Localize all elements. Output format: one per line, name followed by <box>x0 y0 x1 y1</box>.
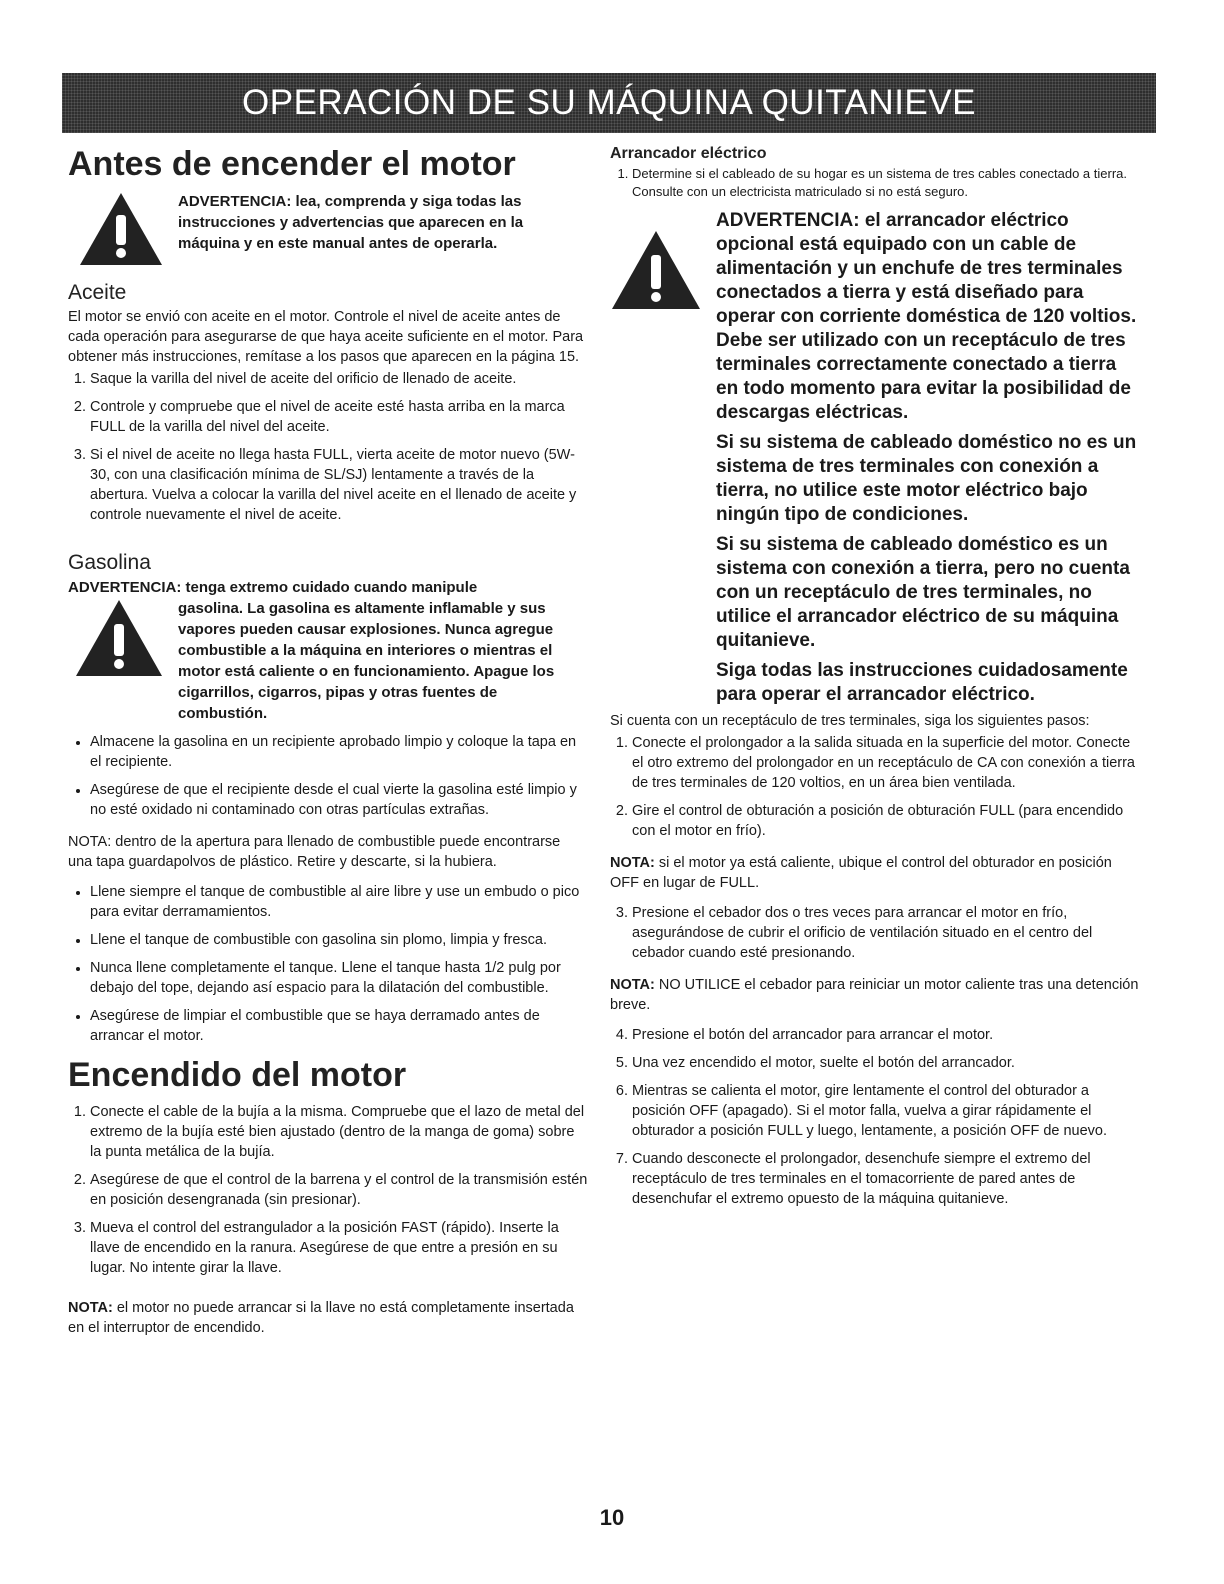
warning-triangle-icon <box>74 598 164 678</box>
list-item: 3. Presione el cebador dos o tres veces para arrancar el motor en frío, asegurándose de cubrir el orificio de ventilación situado en el centro del cebador cuando esté presionando. <box>632 903 1140 963</box>
elec-step-1 <box>610 165 1140 201</box>
list-item: 7. Cuando desconecte el prolongador, desenchufe siempre el extremo del receptáculo de tres terminales en el tomacorriente de pared antes de desenchufar el extremo opuesto de la máquina quitanieve. <box>632 1149 1140 1209</box>
elec-warning-text: ADVERTENCIA: el arrancador eléctrico opcional está equipado con un cable de alimentación y un enchufe de tres terminales conectados a tierra y está diseñado para operar con corriente doméstica de 120 voltios. Debe ser utilizado con un receptáculo de tres terminales correctamente conectado a tierra en todo momento para evitar la posibilidad de descargas eléctricas. <box>716 210 1137 423</box>
gas-bullets-1 <box>68 732 588 820</box>
oil-intro: El motor se envió con aceite en el motor. Controle el nivel de aceite antes de cada operación para asegurarse de que haya aceite suficiente en el motor. Para obtener más instrucciones, remítase a los pasos que aparecen en la página 15. <box>68 309 584 365</box>
warning-triangle-icon <box>610 229 702 311</box>
list-item: 6. Mientras se calienta el motor, gire lentamente el control del obturador a posición OFF (apagado). Si el motor falla, vuelva a girar rápidamente el obturador a posición FULL y luego, lentamente, a posición OFF de nuevo. <box>632 1081 1140 1141</box>
elec-steps-a <box>610 733 1140 841</box>
list-item: • Nunca llene completamente el tanque. Llene el tanque hasta 1/2 pulg por debajo del tope, dejando así espacio para la dilatación del combustible. <box>90 958 588 998</box>
list-item: 1. Conecte el prolongador a la salida situada en la superficie del motor. Conecte el otro extremo del prolongador en un receptáculo de CA con conexión a tierra de tres terminales de 120 voltios, en un área bien ventilada. <box>632 733 1140 793</box>
list-item: 5. Una vez encendido el motor, suelte el botón del arrancador. <box>632 1053 1140 1073</box>
left-column <box>68 145 588 1348</box>
list-item: 3. Si el nivel de aceite no llega hasta FULL, vierta aceite de motor nuevo (5W-30, con una clasificación mínima de SL/SJ) lentamente a través de la abertura. Vuelva a colocar la varilla del nivel aceite en el llenado de aceite y controle nuevamente el nivel de aceite. <box>90 445 588 525</box>
note-text: el motor no puede arrancar si la llave no está completamente insertada en el interruptor de encendido. <box>68 1300 574 1336</box>
list-item: 1. Determine si el cableado de su hogar es un sistema de tres cables conectado a tierra. Consulte con un electricista matriculado si no está seguro. <box>632 165 1140 201</box>
list-item: 2. Asegúrese de que el control de la barrena y el control de la transmisión estén en posición desengranada (sin presionar). <box>90 1170 588 1210</box>
elec-note-1 <box>610 853 1140 893</box>
gas-bullets-2 <box>68 882 588 1046</box>
heading-before-start: Antes de encender el motor <box>68 145 516 183</box>
list-item: • Llene siempre el tanque de combustible al aire libre y use un embudo o pico para evitar derramamientos. <box>90 882 588 922</box>
gas-warning-lead: ADVERTENCIA: tenga extremo cuidado cuando manipule <box>68 579 478 596</box>
gas-note: NOTA: dentro de la apertura para llenado de combustible puede encontrarse una tapa guardapolvos de plástico. Retire y descarte, si la hubiera. <box>68 834 561 870</box>
list-item: 2. Controle y compruebe que el nivel de aceite esté hasta arriba en la marca FULL de la varilla del nivel del aceite. <box>90 397 588 437</box>
list-item: 4. Presione el botón del arrancador para arrancar el motor. <box>632 1025 1140 1045</box>
note-label: NOTA: <box>610 855 655 871</box>
warning-block-electric <box>610 209 1140 707</box>
elec-warning-text-3: Si su sistema de cableado doméstico es un sistema con conexión a tierra, pero no cuenta con un receptáculo de tres terminales, no utilice el arrancador eléctrico de su máquina quitanieve. <box>716 534 1130 651</box>
heading-electric-starter: Arrancador eléctrico <box>610 145 767 162</box>
list-item: 2. Gire el control de obturación a posición de obturación FULL (para encendido con el motor en frío). <box>632 801 1140 841</box>
list-item: 1. Conecte el cable de la bujía a la misma. Compruebe que el lazo de metal del extremo de la bujía esté bien ajustado (dentro de la manga de goma) sobre la punta metálica de la bujía. <box>90 1102 588 1162</box>
start-steps <box>68 1102 588 1278</box>
oil-steps <box>68 369 588 525</box>
list-item: • Almacene la gasolina en un recipiente aprobado limpio y coloque la tapa en el recipiente. <box>90 732 588 772</box>
heading-oil: Aceite <box>68 281 127 304</box>
banner-title: OPERACIÓN DE SU MÁQUINA QUITANIEVE <box>242 83 976 122</box>
elec-warning-text-2: Si su sistema de cableado doméstico no es un sistema de tres terminales con conexión a tierra, no utilice este motor eléctrico bajo ningún tipo de condiciones. <box>716 432 1137 525</box>
elec-step-3 <box>610 903 1140 963</box>
list-item: • Asegúrese de limpiar el combustible que se haya derramado antes de arrancar el motor. <box>90 1006 588 1046</box>
warning-general-text: ADVERTENCIA: lea, comprenda y siga todas las instrucciones y advertencias que aparecen en la máquina y en este manual antes de operarla. <box>178 193 524 252</box>
start-note <box>68 1298 588 1338</box>
note-text: si el motor ya está caliente, ubique el control del obturador en posición OFF en lugar de FULL. <box>610 855 1112 891</box>
list-item: 1. Saque la varilla del nivel de aceite del orificio de llenado de aceite. <box>90 369 588 389</box>
heading-start-engine: Encendido del motor <box>68 1056 407 1094</box>
list-item: • Llene el tanque de combustible con gasolina sin plomo, limpia y fresca. <box>90 930 588 950</box>
list-item: 3. Mueva el control del estrangulador a la posición FAST (rápido). Inserte la llave de encendido en la ranura. Asegúrese de que entre a presión en su lugar. No intente girar la llave. <box>90 1218 588 1278</box>
elec-steps-b <box>610 1025 1140 1209</box>
warning-triangle-icon <box>78 191 164 267</box>
elec-warning-text-4: Siga todas las instrucciones cuidadosamente para operar el arrancador eléctrico. <box>716 660 1128 705</box>
heading-gasoline: Gasolina <box>68 551 151 574</box>
warning-block-general <box>78 191 588 267</box>
list-item: • Asegúrese de que el recipiente desde el cual vierte la gasolina esté limpio y no esté oxidado ni contaminado con otras partículas extrañas. <box>90 780 588 820</box>
right-column <box>610 145 1140 1217</box>
section-banner <box>62 73 1156 133</box>
elec-intro: Si cuenta con un receptáculo de tres terminales, siga los siguientes pasos: <box>610 713 1090 729</box>
note-text: NO UTILICE el cebador para reiniciar un motor caliente tras una detención breve. <box>610 977 1139 1013</box>
elec-note-2 <box>610 975 1140 1015</box>
warning-block-gasoline <box>74 598 588 724</box>
note-label: NOTA: <box>610 977 655 993</box>
gas-warning-text: gasolina. La gasolina es altamente inflamable y sus vapores pueden causar explosiones. Nunca agregue combustible a la máquina en interiores o mientras el motor está caliente o en funcionamiento. Apague los cigarrillos, cigarros, pipas y otras fuentes de combustión. <box>178 600 555 722</box>
page-number: 10 <box>599 1505 625 1530</box>
note-label: NOTA: <box>68 1300 113 1316</box>
